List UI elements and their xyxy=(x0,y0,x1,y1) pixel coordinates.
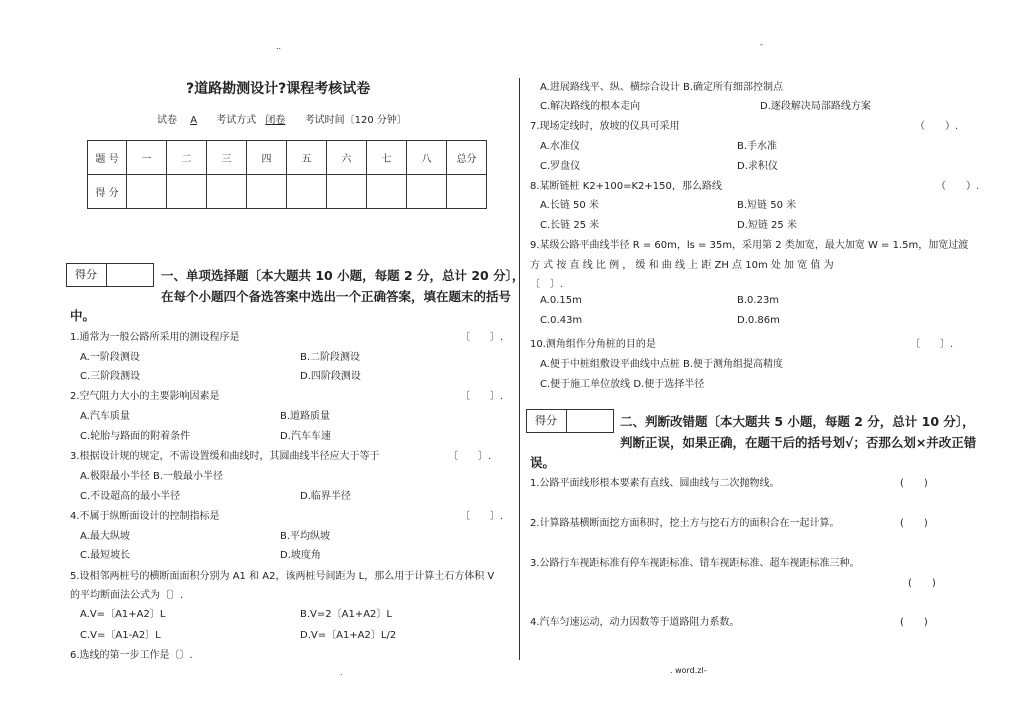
question-10: 10.测角组作分角桩的目的是 xyxy=(530,339,656,350)
section2-heading-line3: 误。 xyxy=(530,455,556,470)
q3-option-ab[interactable]: A.极限最小半径 B.一般最小半径 xyxy=(80,471,224,482)
q6-option-c[interactable]: C.解决路线的根本走向 xyxy=(540,101,641,112)
method-value: 闭卷 xyxy=(265,115,286,126)
score-cell-header: 四 xyxy=(247,141,287,175)
question-9-line3[interactable]: 〔 〕. xyxy=(530,279,564,290)
score-cell-empty[interactable] xyxy=(407,175,447,209)
section2-heading-line1: 二、判断改错题〔本大题共 5 小题，每题 2 分，总计 10 分〕， xyxy=(620,414,975,429)
score-cell-header: 题 号 xyxy=(88,141,127,175)
question-3: 3.根据设计规的规定，不需设置缓和曲线时，其圆曲线半径应大于等于 xyxy=(70,451,380,462)
answer-paren-1[interactable]: 〔 〕. xyxy=(460,332,504,343)
judge-item-3: 3.公路行车视距标准有停车视距标准、错车视距标准、超车视距标准三种。 xyxy=(530,558,860,569)
q9-option-c[interactable]: C.0.43m xyxy=(540,315,583,326)
q10-option-ab[interactable]: A.便于中桩组敷设平曲线中点桩 B.便于测角组提高精度 xyxy=(540,359,784,370)
section1-heading-line1: 一、单项选择题〔本大题共 10 小题，每题 2 分，总计 20 分〕， xyxy=(161,268,525,283)
paper-label: 试卷 xyxy=(157,115,177,126)
question-9-line2: 方 式 按 直 线 比 例 ， 缓 和 曲 线 上 距 ZH 点 10m 处 加 宽 值 为 xyxy=(530,260,834,271)
q2-option-c[interactable]: C.轮胎与路面的附着条件 xyxy=(80,431,191,442)
question-9: 9.某级公路平曲线半径 R = 60m，ls = 35m，采用第 2 类加宽，最大加宽 W = 1.5m，加宽过渡 xyxy=(530,240,969,251)
answer-paren-2[interactable]: 〔 〕. xyxy=(460,391,504,402)
score-box-divider xyxy=(106,264,107,286)
score-cell-empty[interactable] xyxy=(207,175,247,209)
q7-option-c[interactable]: C.罗盘仪 xyxy=(540,161,581,172)
footer-text-right: . word.zl- xyxy=(670,666,707,675)
judge-item-2: 2.计算路基横断面挖方面积时，挖土方与挖石方的面积合在一起计算。 xyxy=(530,518,840,529)
score-cell-header: 总分 xyxy=(447,141,487,175)
q3-option-d[interactable]: D.临界半径 xyxy=(300,491,351,502)
method-label: 考试方式 xyxy=(216,115,257,126)
score-row-label: 得 分 xyxy=(88,175,127,209)
answer-paren-10[interactable]: 〔 〕. xyxy=(910,339,954,350)
score-cell-empty[interactable] xyxy=(367,175,407,209)
q2-option-d[interactable]: D.汽车车速 xyxy=(280,431,331,442)
q7-option-d[interactable]: D.求积仪 xyxy=(737,161,778,172)
q9-option-b[interactable]: B.0.23m xyxy=(737,295,780,306)
score-cell-empty[interactable] xyxy=(127,175,167,209)
q9-option-d[interactable]: D.0.86m xyxy=(737,315,780,326)
score-table xyxy=(87,140,487,209)
score-cell-header: 五 xyxy=(287,141,327,175)
judge-paren-2[interactable]: ( ) xyxy=(900,518,928,529)
q1-option-c[interactable]: C.三阶段测设 xyxy=(80,371,141,382)
score-cell-empty[interactable] xyxy=(287,175,327,209)
q8-option-a[interactable]: A.长链 50 米 xyxy=(540,200,599,211)
section1-score-box xyxy=(66,263,154,287)
score-cell-header: 六 xyxy=(327,141,367,175)
section2-score-label: 得分 xyxy=(535,414,557,427)
footer-mark-center: . xyxy=(340,668,343,677)
score-cell-header: 二 xyxy=(167,141,207,175)
score-cell-empty[interactable] xyxy=(167,175,207,209)
q4-option-a[interactable]: A.最大纵坡 xyxy=(80,531,130,542)
section1-heading-line3: 中。 xyxy=(70,308,96,323)
q4-option-b[interactable]: B.平均纵坡 xyxy=(280,531,331,542)
score-cell-empty[interactable] xyxy=(247,175,287,209)
q6-option-ab[interactable]: A.进展路线平、纵、横综合设计 B.确定所有细部控制点 xyxy=(540,82,784,93)
q4-option-d[interactable]: D.坡度角 xyxy=(280,550,321,561)
q1-option-b[interactable]: B.二阶段测设 xyxy=(300,352,361,363)
q2-option-a[interactable]: A.汽车质量 xyxy=(80,411,130,422)
score-cell-header: 七 xyxy=(367,141,407,175)
q3-option-c[interactable]: C.不设超高的最小半径 xyxy=(80,491,181,502)
judge-item-1: 1.公路平面线形根本要素有直线、圆曲线与二次抛物线。 xyxy=(530,478,780,489)
question-1: 1.通常为一般公路所采用的测设程序是 xyxy=(70,332,240,343)
q1-option-a[interactable]: A.一阶段测设 xyxy=(80,352,140,363)
score-box-divider xyxy=(566,410,567,432)
judge-paren-1[interactable]: ( ) xyxy=(900,478,928,489)
header-mark-right: - xyxy=(760,40,763,49)
q5-option-c[interactable]: C.V=〔A1-A2〕L xyxy=(80,630,161,641)
q10-option-cd[interactable]: C.便于施工单位放线 D.便于选择半径 xyxy=(540,379,705,390)
section1-score-label: 得分 xyxy=(75,268,97,281)
q2-option-b[interactable]: B.道路质量 xyxy=(280,411,331,422)
question-4: 4.不属于纵断面设计的控制指标是 xyxy=(70,511,220,522)
q7-option-b[interactable]: B.手水准 xyxy=(737,141,778,152)
score-table-header-row xyxy=(88,141,487,175)
answer-paren-4[interactable]: 〔 〕. xyxy=(460,511,504,522)
q6-option-d[interactable]: D.逐段解决局部路线方案 xyxy=(760,101,871,112)
section1-heading-line2: 在每个小题四个备选答案中选出一个正确答案，填在题末的括号 xyxy=(161,289,512,304)
section2-heading-line2: 判断正误，如果正确，在题干后的括号划√；否那么划×并改正错 xyxy=(620,435,977,450)
q8-option-d[interactable]: D.短链 25 米 xyxy=(737,220,797,231)
q5-option-d[interactable]: D.V=〔A1+A2〕L/2 xyxy=(300,630,397,641)
section2-score-box xyxy=(526,409,614,433)
q4-option-c[interactable]: C.最短坡长 xyxy=(80,550,131,561)
score-cell-empty[interactable] xyxy=(447,175,487,209)
paper-value: A xyxy=(190,115,198,126)
answer-paren-3[interactable]: 〔 〕. xyxy=(448,451,492,462)
q7-option-a[interactable]: A.水准仪 xyxy=(540,141,580,152)
answer-paren-8[interactable]: （ ）. xyxy=(936,181,980,192)
q1-option-d[interactable]: D.四阶段测设 xyxy=(300,371,361,382)
judge-paren-4[interactable]: ( ) xyxy=(900,617,928,628)
score-cell-header: 三 xyxy=(207,141,247,175)
score-table-score-row xyxy=(88,175,487,209)
q8-option-c[interactable]: C.长链 25 米 xyxy=(540,220,600,231)
q9-option-a[interactable]: A.0.15m xyxy=(540,295,582,306)
q5-option-b[interactable]: B.V=2〔A1+A2〕L xyxy=(300,609,392,620)
exam-meta xyxy=(157,111,407,126)
question-5: 5.设相邻两桩号的横断面面积分别为 A1 和 A2，该两桩号间距为 L，那么用于计算土石方体积 V xyxy=(70,571,495,582)
answer-paren-7[interactable]: （ ）. xyxy=(915,121,959,132)
judge-item-4: 4.汽车匀速运动，动力因数等于道路阻力系数。 xyxy=(530,617,740,628)
question-7: 7.现场定线时，放坡的仪具可采用 xyxy=(530,121,680,132)
score-cell-empty[interactable] xyxy=(327,175,367,209)
score-cell-header: 八 xyxy=(407,141,447,175)
header-mark-left: .. xyxy=(276,42,282,51)
column-divider xyxy=(519,78,520,660)
question-5-line2: 的平均断面法公式为〔〕. xyxy=(70,590,184,601)
time-text: 考试时间〔120 分钟〕 xyxy=(304,115,407,126)
question-2: 2.空气阻力大小的主要影响因素是 xyxy=(70,391,220,402)
judge-paren-3[interactable]: ( ) xyxy=(908,578,936,589)
q8-option-b[interactable]: B.短链 50 米 xyxy=(737,200,797,211)
question-8: 8.某断链桩 K2+100=K2+150，那么路线 xyxy=(530,181,722,192)
q5-option-a[interactable]: A.V=〔A1+A2〕L xyxy=(80,609,166,620)
score-cell-header: 一 xyxy=(127,141,167,175)
question-6: 6.选线的第一步工作是〔〕. xyxy=(70,650,193,661)
page-title: ?道路勘测设计?课程考核试卷 xyxy=(186,81,371,97)
